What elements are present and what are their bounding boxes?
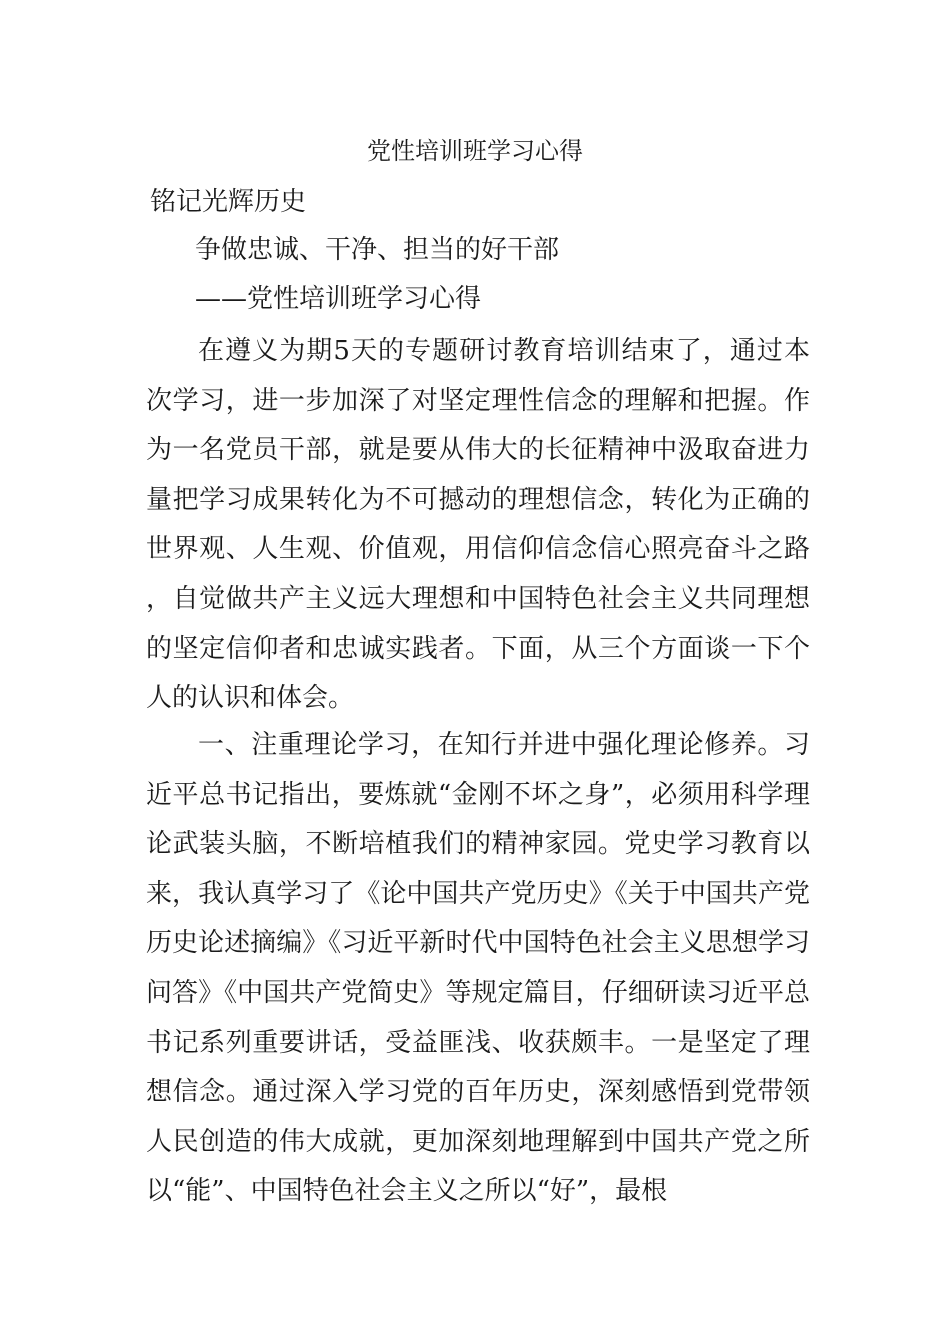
heading-dash-subtitle: ——党性培训班学习心得 [195, 284, 482, 314]
paragraph-section-one: 一、注重理论学习，在知行并进中强化理论修养。习近平总书记指出，要炼就“金刚不坏之身”，必须用科学理论武装头脑，不断培植我们的精神家园。党史学习教育以来，我认真学习了《论中国共产党历史》《关于中国共产党历史论述摘编》《习近平新时代中国特色社会主义思想学习问答》《中国共产党简史》等规定篇目，仔细研读习近平总书记系列重要讲话，受益匪浅、收获颇丰。一是坚定了理想信念。通过深入学习党的百年历史，深刻感悟到党带领人民创造的伟大成就，更加深刻地理解到中国共产党之所以“能”、中国特色社会主义之所以“好”，最根 [146, 730, 810, 1207]
heading-subtitle: 争做忠诚、干净、担当的好干部 [195, 235, 560, 265]
paragraph-intro: 在遵义为期5天的专题研讨教育培训结束了，通过本次学习，进一步加深了对坚定理性信念的理解和把握。作为一名党员干部，就是要从伟大的长征精神中汲取奋进力量把学习成果转化为不可撼动的理想信念，转化为正确的世界观、人生观、价值观，用信仰信念信心照亮奋斗之路，自觉做共产主义远大理想和中国特色社会主义共同理想的坚定信仰者和忠诚实践者。下面，从三个方面谈一下个人的认识和体会。 [146, 336, 810, 714]
document-title: 党性培训班学习心得 [367, 137, 583, 165]
heading-main: 铭记光辉历史 [150, 187, 307, 217]
